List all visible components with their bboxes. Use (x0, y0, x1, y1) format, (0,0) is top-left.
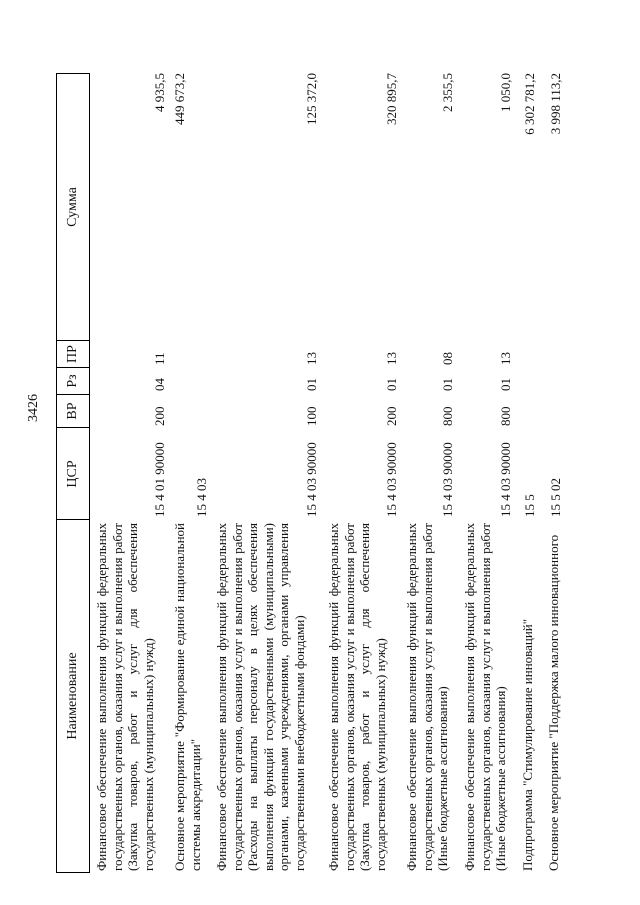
table-row (326, 73, 400, 873)
row-name: Финансовое обеспечение выполнения функций федеральных государственных органов, оказания услуг и выполнения работ (Закупка товаров, работ и услуг для обеспечения государственных (муниципальных) нужд) (94, 523, 156, 871)
row-rz: 01 (440, 378, 456, 391)
header-sum: Сумма (56, 73, 90, 340)
row-name: Основное мероприятие "Формирование единой национальной системы аккредитации" (172, 523, 203, 871)
row-vr: 200 (152, 406, 168, 426)
table-row (520, 73, 538, 873)
row-sum: 4 935,5 (152, 73, 168, 112)
row-vr: 800 (498, 406, 514, 426)
row-rz: 01 (498, 378, 514, 391)
row-pr: 13 (498, 352, 514, 365)
table-row (546, 73, 564, 873)
table-row (462, 73, 514, 873)
row-sum: 2 355,5 (440, 73, 456, 112)
table-row (214, 73, 320, 873)
header-vr: ВР (56, 394, 90, 427)
row-pr: 11 (152, 352, 168, 365)
row-csr: 15 4 03 90000 (304, 442, 320, 517)
row-pr: 13 (304, 352, 320, 365)
row-name: Финансовое обеспечение выполнения функций федеральных государственных органов, оказания услуг и выполнения работ (Иные бюджетные ассигнования) (462, 523, 509, 871)
row-sum: 6 302 781,2 (522, 73, 538, 135)
row-name: Финансовое обеспечение выполнения функций федеральных государственных органов, оказания услуг и выполнения работ (Расходы на выплаты персоналу в целях обеспечения выполнения функций государственными (муниципальными) органами, казенными учреждениями, органами управления государственными внебюджетными фондами) (214, 523, 307, 871)
row-sum: 125 372,0 (304, 73, 320, 125)
row-csr: 15 4 03 90000 (440, 442, 456, 517)
row-csr: 15 5 (522, 494, 538, 517)
row-vr: 800 (440, 406, 456, 426)
header-name: Наименование (56, 519, 90, 873)
table-row (172, 73, 210, 873)
row-name: Финансовое обеспечение выполнения функций федеральных государственных органов, оказания услуг и выполнения работ (Закупка товаров, работ и услуг для обеспечения государственных (муниципальных) нужд) (326, 523, 388, 871)
row-csr: 15 5 02 (548, 478, 564, 517)
table-row (94, 73, 168, 873)
page-number: 3426 (26, 394, 41, 422)
row-pr: 08 (440, 352, 456, 365)
row-rz: 01 (384, 378, 400, 391)
row-name: Финансовое обеспечение выполнения функций федеральных государственных органов, оказания услуг и выполнения работ (Иные бюджетные ассигнования) (404, 523, 451, 871)
row-rz: 01 (304, 378, 320, 391)
row-rz: 04 (152, 378, 168, 391)
row-sum: 449 673,2 (172, 73, 187, 125)
row-sum: 320 895,7 (384, 73, 400, 125)
header-pr: ПР (56, 340, 90, 367)
row-vr: 100 (304, 406, 320, 426)
row-csr: 15 4 03 (194, 478, 210, 517)
table-row (404, 73, 456, 873)
row-name: Подпрограмма "Стимулирование инноваций" (520, 618, 535, 871)
row-vr: 200 (384, 406, 400, 426)
budget-table (56, 73, 586, 873)
row-csr: 15 4 03 90000 (498, 442, 514, 517)
header-csr: ЦСР (56, 427, 90, 520)
row-sum: 3 998 113,2 (548, 73, 564, 135)
row-csr: 15 4 01 90000 (152, 442, 168, 517)
row-name: Основное мероприятие "Поддержка малого инновационного (546, 534, 561, 871)
row-csr: 15 4 03 90000 (384, 442, 400, 517)
row-sum: 1 050,0 (498, 73, 514, 112)
header-rz: Рз (56, 367, 90, 394)
row-pr: 13 (384, 352, 400, 365)
